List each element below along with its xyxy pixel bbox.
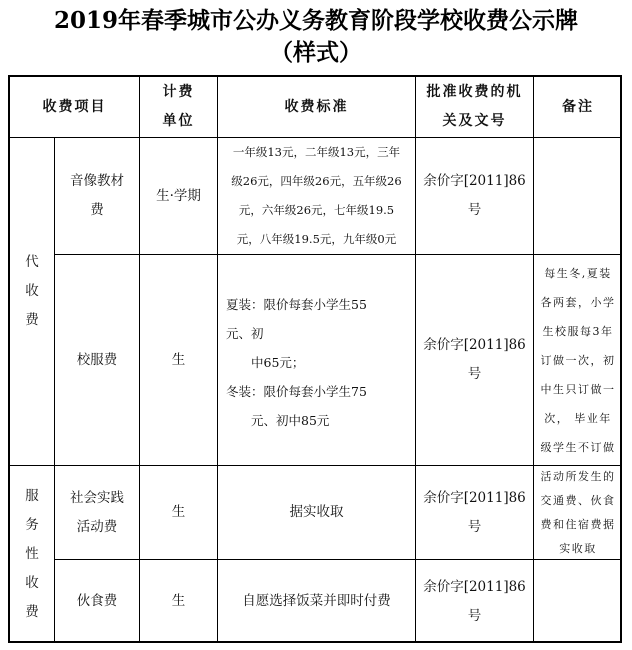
header-unit [140, 77, 218, 138]
row-meals-unit [140, 560, 218, 643]
standard-line: 级26元，四年级26元，五年级26 [231, 174, 402, 188]
remark-line: 交通费、伙食 [540, 493, 616, 507]
row-meals-authority [416, 560, 534, 643]
header-remark [534, 77, 622, 138]
standard-line: 元，六年级26元，七年级19.5 [238, 203, 395, 217]
header-unit-line2: 单位 [162, 113, 195, 129]
header-authority-line1: 批准收费的机 [426, 84, 523, 100]
row-meals-item [55, 560, 140, 643]
remark-line: 活动所发生的 [540, 469, 616, 483]
authority-line: 号 [467, 607, 482, 624]
row-social-practice-remark [534, 466, 622, 560]
document-title: 2019年春季城市公办义务教育阶段学校收费公示牌 [53, 7, 578, 34]
row-uniform-standard [218, 255, 416, 466]
item-line: 校服费 [76, 351, 118, 368]
row-uniform-remark [534, 255, 622, 466]
row-social-practice-item [55, 466, 140, 560]
standard-line: 冬装：限价每套小学生75 [226, 383, 367, 399]
standard-line: 自愿选择饭菜并即时付费 [242, 593, 391, 609]
header-item [10, 77, 140, 138]
header-standard-label: 收费标准 [284, 98, 349, 115]
row-uniform-authority [416, 255, 534, 466]
remark-line: 每生冬,夏装 [544, 266, 612, 280]
authority-line: 余价字[2011]86 [423, 489, 526, 506]
unit-value: 生 [171, 504, 186, 520]
category-char: 服 [25, 488, 39, 504]
document-subtitle: （样式） [270, 39, 362, 66]
item-line: 活动费 [76, 518, 118, 535]
row-meals-remark [534, 560, 622, 643]
category-char: 收 [25, 283, 39, 299]
category-char: 费 [25, 312, 39, 328]
authority-line: 号 [467, 366, 482, 382]
item-line: 伙食费 [76, 593, 118, 609]
row-uniform-unit [140, 255, 218, 466]
remark-line: 中生只订做一 [540, 382, 616, 396]
header-standard [218, 77, 416, 138]
category-char: 务 [25, 517, 39, 533]
category-agency-fees [10, 138, 55, 466]
authority-line: 余价字[2011]86 [423, 578, 526, 595]
remark-line: 订做一次，初 [540, 353, 616, 367]
header-remark-label: 备注 [562, 98, 594, 115]
unit-value: 生·学期 [156, 187, 201, 204]
authority-line: 号 [467, 518, 482, 535]
row-av-materials-item [55, 138, 140, 255]
row-av-materials-remark [534, 138, 622, 255]
row-social-practice-authority [416, 466, 534, 560]
item-line: 社会实践 [70, 489, 124, 506]
remark-line: 各两套，小学 [540, 295, 616, 309]
header-item-label: 收费项目 [42, 98, 107, 115]
standard-line: 一年级13元，二年级13元，三年 [232, 145, 401, 159]
standard-lines [226, 290, 367, 435]
authority-line: 号 [467, 202, 482, 218]
header-authority-line2: 关及文号 [442, 113, 507, 129]
category-char: 性 [25, 546, 39, 562]
row-meals-standard [218, 560, 416, 643]
category-char: 收 [25, 575, 39, 591]
row-uniform-item [55, 255, 140, 466]
row-av-materials-unit [140, 138, 218, 255]
category-service-fees [10, 466, 55, 643]
row-av-materials-standard [218, 138, 416, 255]
row-social-practice-unit [140, 466, 218, 560]
unit-value: 生 [171, 593, 186, 609]
standard-line: 中65元； [226, 354, 305, 370]
row-social-practice-standard [218, 466, 416, 560]
header-unit-line1: 计费 [162, 84, 195, 100]
item-line: 费 [90, 202, 104, 218]
item-line: 音像教材 [70, 173, 124, 189]
remark-line: 费和住宿费据 [540, 517, 616, 531]
authority-line: 余价字[2011]86 [423, 173, 526, 189]
fee-table [8, 75, 622, 643]
remark-line: 实收取 [559, 541, 597, 555]
header-authority [416, 77, 534, 138]
standard-line: 夏装：限价每套小学生55 [226, 296, 367, 312]
standard-line: 元，八年级19.5元，九年级0元 [236, 232, 397, 246]
row-av-materials-authority [416, 138, 534, 255]
authority-line: 余价字[2011]86 [423, 337, 526, 353]
remark-line: 生校服每3年 [542, 324, 614, 338]
standard-line: 元、初中85元 [226, 412, 330, 428]
category-char: 代 [25, 254, 39, 270]
standard-line: 据实收取 [289, 504, 344, 520]
remark-line: 次， 毕业年 [544, 411, 612, 425]
unit-value: 生 [171, 351, 186, 368]
category-char: 费 [25, 604, 39, 620]
remark-line: 级学生不订做 [540, 440, 616, 454]
standard-line: 元、初 [226, 325, 264, 341]
